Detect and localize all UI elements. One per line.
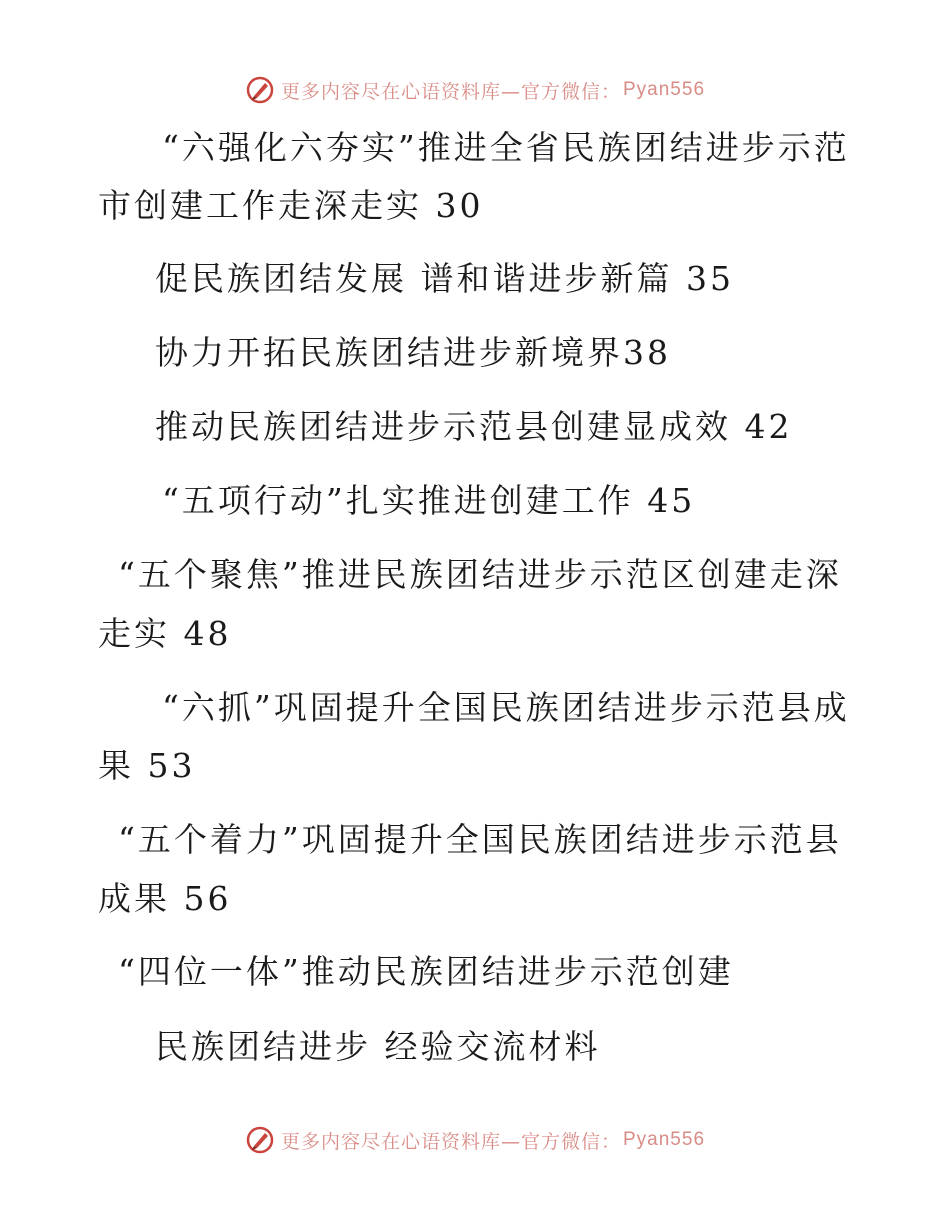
- toc-entry-5: “五项行动”扎实推进创建工作 45: [162, 481, 696, 520]
- toc-entry-2: 促民族团结发展 谱和谐进步新篇 35: [155, 259, 734, 298]
- watermark-wechat-id: Pyan556: [623, 79, 706, 100]
- watermark-banner-bottom: [0, 1120, 950, 1160]
- toc-entry-8-line-1: “五个着力”巩固提升全国民族团结进步示范县: [118, 820, 842, 859]
- toc-entry-3: 协力开拓民族团结进步新境界38: [155, 333, 671, 372]
- toc-entry-6-line-1: “五个聚焦”推进民族团结进步示范区创建走深: [118, 555, 842, 594]
- toc-entry-6-line-2: 走实 48: [98, 614, 232, 653]
- toc-entry-7-line-1: “六抓”巩固提升全国民族团结进步示范县成: [162, 688, 850, 727]
- watermark-site-text: 更多内容尽在心语资料库—官方微信：: [280, 1130, 621, 1153]
- toc-entry-9: “四位一体”推动民族团结进步示范创建: [118, 952, 734, 991]
- watermark-site-text: 更多内容尽在心语资料库—官方微信：: [280, 80, 621, 103]
- toc-entry-8-line-2: 成果 56: [98, 879, 232, 918]
- toc-entry-1-line-1: “六强化六夯实”推进全省民族团结进步示范: [162, 128, 850, 167]
- red-pen-seal-icon: [245, 1125, 275, 1155]
- toc-entry-4: 推动民族团结进步示范县创建显成效 42: [155, 407, 793, 446]
- watermark-wechat-id: Pyan556: [623, 1129, 706, 1150]
- toc-entry-10: 民族团结进步 经验交流材料: [155, 1027, 601, 1066]
- toc-entry-1-line-2: 市创建工作走深走实 30: [98, 186, 484, 225]
- toc-entry-7-line-2: 果 53: [98, 746, 196, 785]
